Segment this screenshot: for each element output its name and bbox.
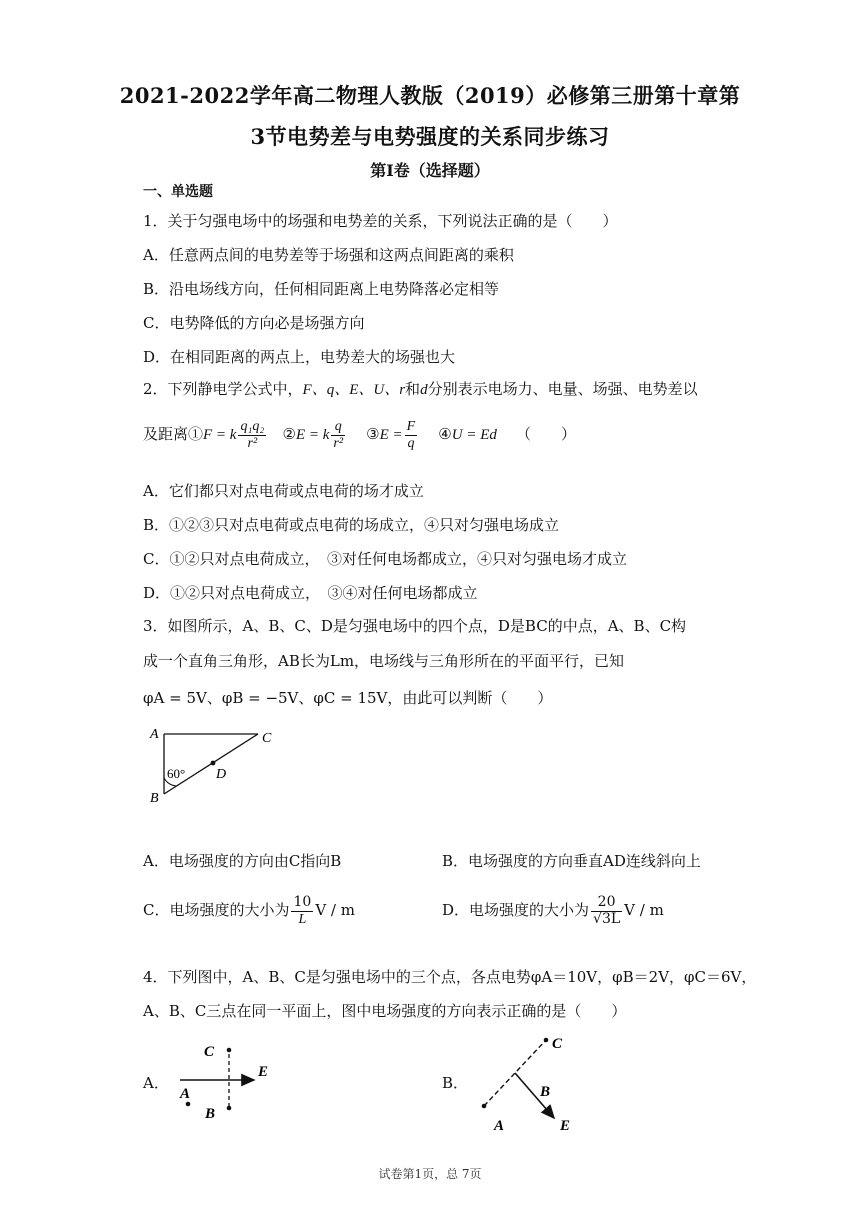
formula-1-den: r² [247,435,258,451]
figb-label-a: A [494,1118,505,1134]
q3-option-c-num: 10 [293,894,312,911]
formula-1-lhs: F = k [203,427,237,443]
q3-line-3: φA = 5V、φB = −5V、φC = 15V，由此可以判断（ ） [143,689,553,707]
q2-option-a: A．它们都只对点电荷或点电荷的场才成立 [143,482,424,500]
figa-label-e: E [258,1064,269,1080]
formula-3-fraction [405,419,418,451]
formula-2-lhs: E = k [295,427,330,443]
q2-prefix: 及距离① [143,425,204,443]
q2-option-c: C．①②只对点电荷成立， ③对任何电场都成立，④只对匀强电场才成立 [143,550,627,568]
formula-3-den: q [407,435,415,451]
q4-option-a: A． [143,1074,169,1092]
formula-3-lhs: E = [379,427,403,443]
q3-option-a: A．电场强度的方向由C指向B [143,852,342,870]
q4-figure-b [470,1030,600,1134]
q2-formulas [143,414,576,455]
q1-option-d: D．在相同距离的两点上，电势差大的场强也大 [143,348,456,366]
q1-option-a: A．任意两点间的电势差等于场强和这两点间距离的乘积 [143,246,514,264]
formula-1-num: q₁q₂ [240,419,265,435]
formula-2-den: r² [333,435,344,451]
q3-option-d-fraction [591,895,622,927]
q2-stem-a: 2．下列静电学公式中， [143,380,303,398]
figb-label-c: C [552,1036,563,1052]
figa-label-b: B [205,1106,216,1122]
q2-stem-vars: F、q、E、U、r [302,382,406,398]
figb-label-e: E [560,1118,571,1134]
formula-3-label: ③ [366,425,380,443]
q3-option-c-den: L [298,911,307,927]
q3-option-c-unit: V / m [315,901,355,919]
q4-line-1: 4．下列图中，A、B、C是匀强电场中的三个点，各点电势φA＝10V，φB＝2V，φC＝6V， [143,968,757,986]
formula-2-fraction [331,419,345,451]
figa-label-a: A [180,1086,191,1102]
figa-point-a [186,1102,191,1107]
formula-1-fraction [238,419,266,451]
label-a: A [150,727,159,742]
point-d-dot [211,761,216,766]
q4-line-2: A、B、C三点在同一平面上，图中电场强度的方向表示正确的是（ ） [143,1002,627,1020]
triangle-figure [140,720,290,810]
q3-option-d-num: 20 [591,895,622,911]
q3-option-c-fraction [291,895,313,927]
figb-label-b: B [540,1084,551,1100]
q3-option-d-unit: V / m [624,901,664,919]
q4-option-b: B． [442,1074,469,1092]
q1-option-c: C．电势降低的方向必是场强方向 [143,314,365,332]
formula-2-num: q [331,419,345,435]
q2-stem-b: 和 [405,380,421,398]
q2-stem [143,378,698,399]
q3-option-d-text: D．电场强度的大小为 [442,901,590,919]
q2-answer-paren: （ ） [515,425,576,443]
q3-line-1: 3．如图所示，A、B、C、D是匀强电场中的四个点，D是BC的中点，A、B、C构 [143,617,687,635]
label-angle: 60° [167,766,186,781]
figb-point-a [482,1104,487,1109]
q3-option-c-text: C．电场强度的大小为 [143,901,290,919]
figa-label-c: C [204,1044,215,1060]
formula-4-label: ④ [438,425,452,443]
q3-option-d-den: √3L [593,910,621,927]
page-footer: 试卷第1页，总 7页 [378,1167,482,1181]
q1-stem: 1．关于匀强电场中的场强和电势差的关系，下列说法正确的是（ ） [143,212,618,230]
title-line-1: 2021-2022学年高二物理人教版（2019）必修第三册第十章第 [119,83,741,108]
figa-point-b [227,1106,232,1111]
title-line-2: 3节电势差与电势强度的关系同步练习 [250,124,610,149]
formula-4: U = Ed [451,427,497,443]
q3-line-2: 成一个直角三角形，AB长为Lm，电场线与三角形所在的平面平行，已知 [143,652,625,670]
formula-3-num: F [406,419,416,435]
q2-option-d: D．①②只对点电荷成立， ③④对任何电场都成立 [143,584,478,602]
q3-option-d [442,890,664,930]
label-d: D [216,767,227,782]
q4-figure-a [170,1036,290,1126]
formula-2-label: ② [282,425,296,443]
label-c: C [262,731,272,746]
q3-option-c [143,890,355,930]
q2-option-b: B．①②③只对点电荷或点电荷的场成立，④只对匀强电场成立 [143,516,560,534]
q3-option-b: B．电场强度的方向垂直AD连线斜向上 [442,852,701,870]
q1-option-b: B．沿电场线方向，任何相同距离上电势降落必定相等 [143,280,500,298]
section-heading: 一、单选题 [143,184,213,200]
figa-point-c [227,1048,232,1053]
volume-heading: 第Ⅰ卷（选择题） [370,161,490,180]
label-b: B [150,791,159,806]
q2-stem-d: d [420,382,428,398]
q2-stem-c: 分别表示电场力、电量、场强、电势差以 [427,380,698,398]
